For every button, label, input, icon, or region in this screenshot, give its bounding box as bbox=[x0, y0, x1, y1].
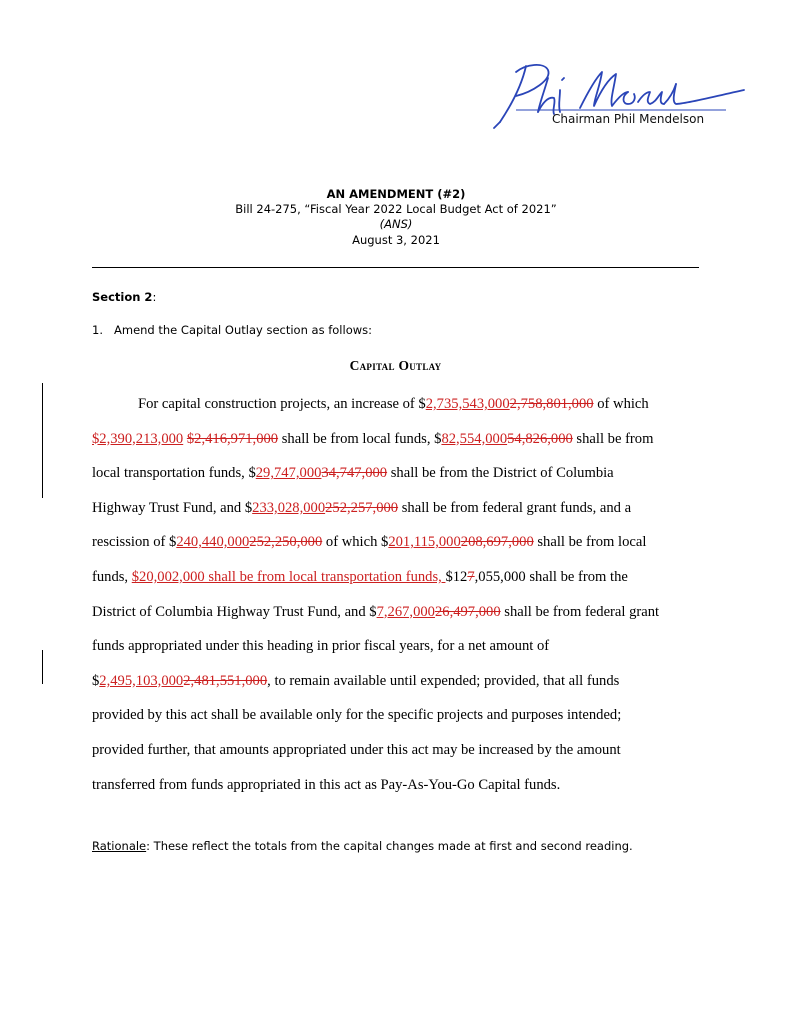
deleted-text: 252,250,000 bbox=[249, 534, 323, 551]
amendment-header bbox=[92, 187, 700, 248]
inserted-text: 7,267,000 bbox=[376, 603, 435, 620]
body-text: funds, bbox=[92, 568, 132, 585]
inserted-text: 233,028,000 bbox=[252, 499, 326, 516]
change-bar bbox=[42, 383, 43, 498]
inserted-text: 82,554,000 bbox=[441, 430, 508, 447]
capital-outlay-title: Capital Outlay bbox=[349, 358, 442, 373]
item-number: 1. bbox=[92, 323, 103, 337]
text-line bbox=[92, 768, 707, 803]
item-text: Amend the Capital Outlay section as follows: bbox=[114, 323, 372, 337]
rationale bbox=[92, 839, 633, 853]
body-text: provided further, that amounts appropriated under this act may be increased by the amount bbox=[92, 741, 621, 758]
ans-label: (ANS) bbox=[379, 217, 413, 232]
body-text: local transportation funds, $ bbox=[92, 465, 256, 482]
text-line bbox=[92, 560, 707, 595]
amendment-title: AN AMENDMENT (#2) bbox=[326, 187, 466, 201]
section-label: Section 2 bbox=[92, 290, 153, 304]
text-line bbox=[92, 525, 707, 560]
body-text: shall be from the District of Columbia bbox=[387, 465, 614, 482]
body-text: funds appropriated under this heading in prior fiscal years, for a net amount of bbox=[92, 638, 550, 655]
instruction-item bbox=[92, 323, 372, 337]
text-line bbox=[92, 491, 707, 526]
deleted-text: 7 bbox=[467, 568, 475, 585]
amendment-date: August 3, 2021 bbox=[352, 232, 440, 247]
body-text: $ bbox=[92, 672, 100, 689]
inserted-text: 2,735,543,000 bbox=[425, 396, 510, 412]
inserted-text: 2,495,103,000 bbox=[99, 672, 184, 689]
rationale-label: Rationale bbox=[92, 839, 147, 853]
body-text: ,055,000 shall be from the bbox=[474, 568, 628, 585]
inserted-text: $20,002,000 shall be from local transportation funds, bbox=[131, 568, 446, 585]
body-text: of which bbox=[593, 396, 649, 412]
body-text: Highway Trust Fund, and $ bbox=[92, 499, 253, 516]
body-text: , to remain available until expended; provided, that all funds bbox=[267, 672, 620, 689]
deleted-text: $2,416,971,000 bbox=[186, 430, 279, 447]
body-text: provided by this act shall be available only for the specific projects and purposes intended; bbox=[92, 707, 622, 724]
deleted-text: 2,758,801,000 bbox=[509, 396, 594, 412]
text-line bbox=[92, 456, 707, 491]
text-line bbox=[92, 698, 707, 733]
body-text: District of Columbia Highway Trust Fund, and $ bbox=[92, 603, 377, 620]
deleted-text: 26,497,000 bbox=[434, 603, 501, 620]
capital-outlay-text bbox=[92, 387, 707, 802]
body-text: transferred from funds appropriated in this act as Pay-As-You-Go Capital funds. bbox=[92, 776, 561, 793]
inserted-text: 240,440,000 bbox=[176, 534, 250, 551]
section-heading bbox=[92, 290, 156, 304]
header-divider bbox=[92, 267, 699, 268]
body-text: of which $ bbox=[322, 534, 389, 551]
change-bar bbox=[42, 650, 43, 684]
section-colon: : bbox=[152, 290, 157, 304]
text-line bbox=[92, 422, 707, 457]
text-line bbox=[92, 387, 707, 422]
bill-title: Bill 24-275, “Fiscal Year 2022 Local Budget Act of 2021” bbox=[235, 202, 557, 217]
body-text: shall be from federal grant bbox=[500, 603, 660, 620]
deleted-text: 252,257,000 bbox=[325, 499, 399, 516]
body-text: shall be from local funds, $ bbox=[278, 430, 442, 447]
deleted-text: 2,481,551,000 bbox=[183, 672, 268, 689]
inserted-text: 201,115,000 bbox=[388, 534, 461, 551]
body-text: shall be from federal grant funds, and a bbox=[398, 499, 632, 516]
body-text: For capital construction projects, an increase of $ bbox=[138, 396, 426, 412]
rationale-text: : These reflect the totals from the capital changes made at first and second reading. bbox=[146, 839, 633, 853]
text-line bbox=[92, 629, 707, 664]
text-line bbox=[92, 664, 707, 699]
body-text: $12 bbox=[445, 568, 468, 585]
text-line bbox=[92, 733, 707, 768]
body-text: shall be from local bbox=[533, 534, 647, 551]
inserted-text: 29,747,000 bbox=[255, 465, 322, 482]
text-line bbox=[92, 595, 707, 630]
body-text: rescission of $ bbox=[92, 534, 177, 551]
deleted-text: 208,697,000 bbox=[460, 534, 534, 551]
inserted-text: $2,390,213,000 bbox=[92, 430, 184, 447]
deleted-text: 34,747,000 bbox=[321, 465, 388, 482]
body-text: shall be from bbox=[572, 430, 654, 447]
deleted-text: 54,826,000 bbox=[507, 430, 573, 447]
signature-name: Chairman Phil Mendelson bbox=[552, 112, 705, 126]
